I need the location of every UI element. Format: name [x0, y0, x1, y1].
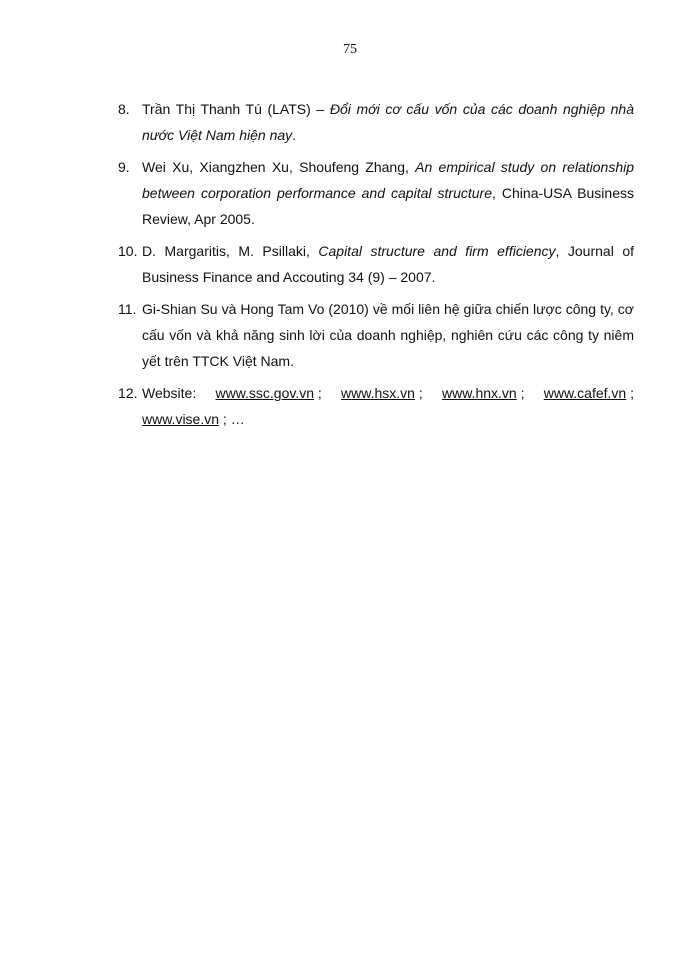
reference-title: Capital structure and firm efficiency — [318, 243, 556, 259]
reference-author: Wei Xu, Xiangzhen Xu, Shoufeng Zhang, — [142, 159, 416, 175]
link-separator: ; — [520, 385, 525, 401]
reference-text: Gi-Shian Su và Hong Tam Vo (2010) về mối liên hệ giữa chiến lược công ty, cơ cấu vốn và khả năng sinh lời của doanh nghiệp, nghiên cứu các công ty niêm yết trên TTCK Việt Nam. — [142, 301, 634, 369]
reference-item — [118, 238, 634, 290]
website-links-row-2 — [142, 406, 634, 432]
reference-tail: , Journal of Business Finance and Accouting 34 (9) – 2007. — [142, 243, 634, 285]
link-separator: ; — [222, 411, 227, 427]
reference-item — [118, 96, 634, 148]
reference-separator: – — [310, 101, 330, 117]
reference-number: 8. — [118, 101, 130, 117]
link-cafef[interactable]: www.cafef.vn — [543, 385, 627, 401]
reference-list — [118, 96, 634, 438]
reference-item — [118, 154, 634, 232]
reference-tail: . — [292, 127, 297, 143]
link-vise[interactable]: www.vise.vn — [142, 411, 220, 427]
reference-author: D. Margaritis, M. Psillaki, — [142, 243, 319, 259]
reference-title: Đổi mới cơ cấu vốn của các doanh nghiệp nhà nước Việt Nam hiện nay — [142, 101, 634, 143]
reference-item — [118, 296, 634, 374]
reference-number: 12. — [118, 385, 138, 401]
link-separator: ; — [317, 385, 322, 401]
page-number: 75 — [343, 42, 357, 57]
link-ssc[interactable]: www.ssc.gov.vn — [215, 385, 315, 401]
reference-tail: , China-USA Business Review, Apr 2005. — [142, 185, 634, 227]
link-separator: ; — [418, 385, 423, 401]
link-hsx[interactable]: www.hsx.vn — [341, 385, 415, 401]
reference-number: 9. — [118, 159, 130, 175]
website-links-row — [142, 380, 634, 406]
reference-title: An empirical study on relationship between corporation performance and capital structure — [142, 159, 634, 201]
link-hnx[interactable]: www.hnx.vn — [442, 385, 517, 401]
link-separator: ; — [630, 385, 634, 401]
reference-author: Trần Thị Thanh Tú (LATS) — [142, 101, 311, 117]
reference-number: 11. — [118, 301, 137, 317]
reference-item-websites — [118, 380, 634, 432]
reference-number: 10. — [118, 243, 138, 259]
website-label: Website: — [142, 385, 197, 401]
ellipsis: … — [230, 411, 245, 427]
